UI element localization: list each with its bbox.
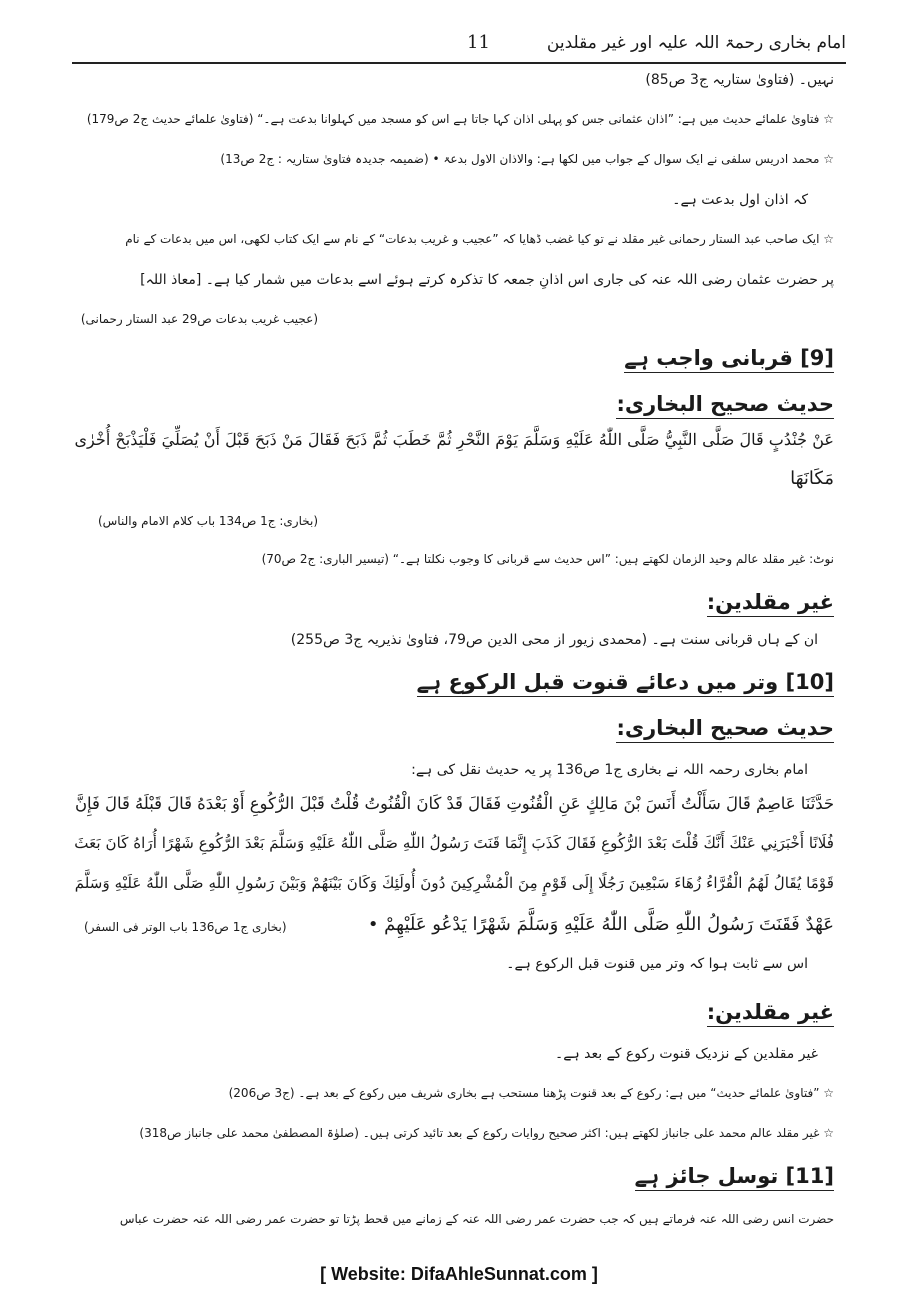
arabic-hadith-line: عَهْدٌ فَقَنَتَ رَسُولُ اللّٰهِ صَلَّى اللّٰهُ عَلَيْهِ وَسَلَّمَ شَهْرًا يَدْعُو عَلَيْهِمْ • [367,914,834,935]
arabic-hadith-line: قَوْمًا يُقَالُ لَهُمُ الْقُرَّاءُ زُهَاءَ سَبْعِينَ رَجُلًا إِلَى قَوْمٍ مِنَ الْمُشْرِكِينَ دُونَ أُولَئِكَ وَكَانَ بَيْنَهُمْ وَبَيْنَ رَسُولِ اللّٰهِ صَلَّى اللّٰهُ عَلَيْهِ وَسَلَّمَ [74,874,834,892]
note-line: نوٹ: غیر مقلد عالم وحید الزمان لکھتے ہیں: ”اس حدیث سے قربانی کا وجوب نکلتا ہے۔“ (تیسیر الباری: ج2 ص70) [261,552,834,566]
section-heading: [9] قربانی واجب ہے [624,346,834,373]
text-line: غیر مقلدین کے نزدیک قنوت رکوع کے بعد ہے۔ [555,1046,818,1062]
text-line: اس سے ثابت ہوا کہ وتر میں قنوت قبل الرکوع ہے۔ [506,956,808,972]
arabic-hadith-line: فُلَانًا أَخْبَرَنِي عَنْكَ أَنَّكَ قُلْتَ بَعْدَ الرُّكُوعِ فَقَالَ كَذَبَ إِنَّمَا قَنَتَ رَسُولُ اللّٰهِ صَلَّى اللّٰهُ عَلَيْهِ وَسَلَّمَ بَعْدَ الرُّكُوعِ شَهْرًا أُرَاهُ كَانَ بَعَثَ [74,834,834,852]
text-line: کہ اذان اول بدعت ہے۔ [672,192,808,208]
section-heading: [10] وتر میں دعائے قنوت قبل الرکوع ہے [417,670,834,697]
header-title: امام بخاری رحمۃ اللہ علیہ اور غیر مقلدین [546,33,846,53]
section-heading: [11] توسل جائز ہے [635,1164,834,1191]
arabic-hadith-line: مَكَانَهَا [790,468,834,489]
subheading: حدیث صحیح البخاری: [616,716,834,743]
text-line: امام بخاری رحمہ اللہ نے بخاری ج1 ص136 پر یہ حدیث نقل کی ہے: [411,762,808,778]
subheading: حدیث صحیح البخاری: [616,392,834,419]
arabic-hadith-line: عَنْ جُنْدُبٍ قَالَ صَلَّى النَّبِيُّ صَلَّى اللّٰهُ عَلَيْهِ وَسَلَّمَ يَوْمَ النَّحْرِ ثُمَّ خَطَبَ ثُمَّ ذَبَحَ فَقَالَ مَنْ ذَبَحَ قَبْلَ أَنْ يُصَلِّيَ فَلْيَذْبَحْ أُخْرٰى [74,430,834,449]
text-line: ☆ فتاویٰ علمائے حدیث میں ہے: ”اذان عثمانی جس کو پہلی اذان کہا جاتا ہے اس کو مسجد میں کہلوانا بدعت ہے۔“ (فتاویٰ علمائے حدیث ج2 ص179) [86,112,834,126]
subheading: غیر مقلدین: [707,590,834,617]
text-line: پر حضرت عثمان رضی اللہ عنہ کی جاری اس اذانِ جمعہ کا تذکرہ کرتے ہوئے اسے بدعات میں شمار کیا ہے۔ [معاذ اللہ] [140,272,834,288]
citation: (عجیب غریب بدعات ص29 عبد الستار رحمانی) [80,312,318,326]
website-footer: [ Website: DifaAhleSunnat.com ] [320,1264,598,1284]
citation: (بخاری: ج1 ص134 باب کلام الامام والناس) [97,514,318,528]
header-divider [72,62,846,64]
arabic-hadith-line: حَدَّثَنَا عَاصِمٌ قَالَ سَأَلْتُ أَنَسَ بْنَ مَالِكٍ عَنِ الْقُنُوتِ فَقَالَ قَدْ كَانَ الْقُنُوتُ قُلْتُ قَبْلَ الرُّكُوعِ أَوْ بَعْدَهُ قَالَ قَبْلَهُ قَالَ فَإِنَّ [74,794,834,813]
page-header [72,28,846,64]
subheading: غیر مقلدین: [707,1000,834,1027]
text-line: ان کے ہاں قربانی سنت ہے۔ (محمدی زیور از محی الدین ص79، فتاویٰ نذیریہ ج3 ص255) [290,632,818,648]
text-line: حضرت انس رضی اللہ عنہ فرماتے ہیں کہ جب حضرت عمر رضی اللہ عنہ کے زمانے میں قحط پڑتا تو حضرت عمر رضی اللہ عنہ حضرت عباس [119,1212,834,1226]
citation: (بخاری ج1 ص136 باب الوتر فی السفر) [84,920,287,934]
text-line: ☆ غیر مقلد عالم محمد علی جانباز لکھتے ہیں: اکثر صحیح روایات رکوع کے بعد تائید کرتی ہیں۔ (صلوٰۃ المصطفیٰ محمد علی جانباز ص318) [139,1126,834,1140]
text-line: نہیں۔ (فتاویٰ ستاریہ ج3 ص85) [645,72,834,88]
text-line: ☆ ایک صاحب عبد الستار رحمانی غیر مقلد نے تو کیا غضب ڈھایا کہ ”عجیب و غریب بدعات“ کے نام سے ایک کتاب لکھی، اس میں بدعات کے نام [125,232,834,246]
text-line: ☆ محمد ادریس سلفی نے ایک سوال کے جواب میں لکھا ہے: والاذان الاول بدعۃ • (ضمیمہ جدیدہ فتاویٰ ستاریہ : ج2 ص13) [220,152,834,166]
text-line: ☆ ”فتاویٰ علمائے حدیث“ میں ہے: رکوع کے بعد قنوت پڑھنا مستحب ہے بخاری شریف میں رکوع کے بعد ہے۔ (ج3 ص206) [228,1086,834,1100]
page-number: 11 [467,32,490,53]
